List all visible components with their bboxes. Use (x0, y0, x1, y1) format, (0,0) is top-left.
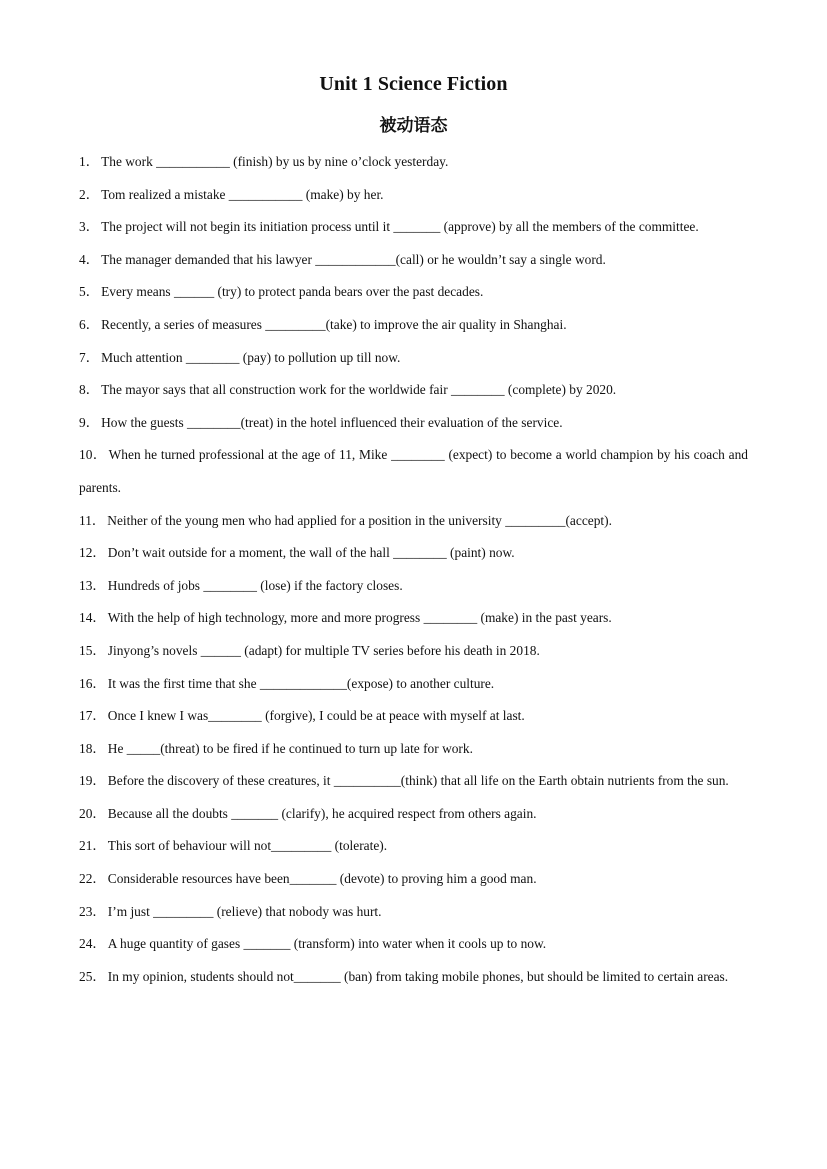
question-number: 18． (79, 740, 106, 756)
question-number: 24． (79, 936, 106, 952)
question-number: 22． (79, 871, 106, 887)
question-item (79, 407, 748, 440)
question-number: 23． (79, 903, 106, 919)
question-text: Every means ______ (try) to protect panda bears over the past decades. (101, 284, 484, 300)
question-item (79, 374, 748, 407)
question-item (79, 896, 748, 929)
question-text: I’m just _________ (relieve) that nobody was hurt. (107, 903, 382, 919)
question-text: Tom realized a mistake ___________ (make) by her. (101, 186, 384, 202)
question-text: Recently, a series of measures _________(take) to improve the air quality in Shanghai. (101, 316, 567, 332)
question-number: 25． (79, 968, 106, 984)
question-number: 21． (79, 838, 106, 854)
question-text: Before the discovery of these creatures, it __________(think) that all life on the Earth obtain nutrients from the sun. (107, 773, 729, 789)
question-item (79, 602, 748, 635)
question-text: A huge quantity of gases _______ (transform) into water when it cools up to now. (107, 936, 547, 952)
question-number: 11． (79, 512, 106, 528)
question-item (79, 179, 748, 212)
question-text: With the help of high technology, more and more progress ________ (make) in the past years. (107, 610, 612, 626)
question-item (79, 342, 748, 375)
question-text: How the guests ________(treat) in the hotel influenced their evaluation of the service. (101, 414, 563, 430)
question-item (79, 733, 748, 766)
question-text: Jinyong’s novels ______ (adapt) for multiple TV series before his death in 2018. (107, 642, 540, 658)
question-number: 5． (79, 284, 100, 300)
question-text: Much attention ________ (pay) to pollution up till now. (101, 349, 401, 365)
question-item (79, 146, 748, 179)
question-number: 4． (79, 251, 100, 267)
document-subtitle: 被动语态 (379, 116, 448, 136)
question-number: 7． (79, 349, 100, 365)
question-text: Don’t wait outside for a moment, the wall of the hall ________ (paint) now. (107, 545, 515, 561)
question-number: 3． (79, 219, 100, 235)
question-text: The mayor says that all construction work for the worldwide fair ________ (complete) by 2020. (101, 382, 617, 398)
question-item (79, 570, 748, 603)
question-text: The project will not begin its initiation process until it _______ (approve) by all the members of the committee. (101, 219, 699, 235)
question-text: Hundreds of jobs ________ (lose) if the factory closes. (107, 577, 403, 593)
question-item (79, 439, 748, 504)
question-item (79, 765, 748, 798)
question-item (79, 505, 748, 538)
question-number: 12． (79, 545, 106, 561)
question-number: 20． (79, 805, 106, 821)
question-number: 17． (79, 708, 106, 724)
question-number: 19． (79, 773, 106, 789)
question-text: Considerable resources have been_______ (devote) to proving him a good man. (107, 871, 537, 887)
question-text: Once I knew I was________ (forgive), I could be at peace with myself at last. (107, 708, 525, 724)
question-item (79, 798, 748, 831)
question-number: 14． (79, 610, 106, 626)
question-number: 1． (79, 154, 100, 169)
question-list (79, 146, 748, 993)
question-item (79, 863, 748, 896)
question-number: 15． (79, 642, 106, 658)
document-title: Unit 1 Science Fiction (319, 73, 508, 95)
question-text: In my opinion, students should not_______ (ban) from taking mobile phones, but should be limited to certain areas. (107, 968, 729, 984)
question-item (79, 961, 748, 994)
question-text: When he turned professional at the age of 11, Mike ________ (expect) to become a world champion by his coach and parents. (79, 447, 749, 495)
question-text: Neither of the young men who had applied for a position in the university _________(accept). (107, 512, 612, 528)
question-number: 6． (79, 316, 100, 332)
question-number: 2． (79, 186, 100, 202)
question-number: 8． (79, 382, 100, 398)
question-number: 13． (79, 577, 106, 593)
question-text: The manager demanded that his lawyer ____________(call) or he wouldn’t say a single word. (101, 251, 606, 267)
question-item (79, 830, 748, 863)
question-item (79, 211, 748, 244)
question-item (79, 928, 748, 961)
question-number: 16． (79, 675, 106, 691)
question-text: He _____(threat) to be fired if he continued to turn up late for work. (107, 740, 473, 756)
question-text: It was the first time that she _____________(expose) to another culture. (107, 675, 495, 691)
question-text: The work ___________ (finish) by us by nine o’clock yesterday. (101, 154, 449, 169)
question-item (79, 537, 748, 570)
question-item (79, 276, 748, 309)
question-item (79, 244, 748, 277)
question-item (79, 309, 748, 342)
question-number: 9． (79, 414, 100, 430)
question-number: 10． (79, 447, 107, 463)
question-text: This sort of behaviour will not_________ (tolerate). (107, 838, 388, 854)
question-item (79, 700, 748, 733)
question-item (79, 635, 748, 668)
question-text: Because all the doubts _______ (clarify), he acquired respect from others again. (107, 805, 537, 821)
question-item (79, 668, 748, 701)
